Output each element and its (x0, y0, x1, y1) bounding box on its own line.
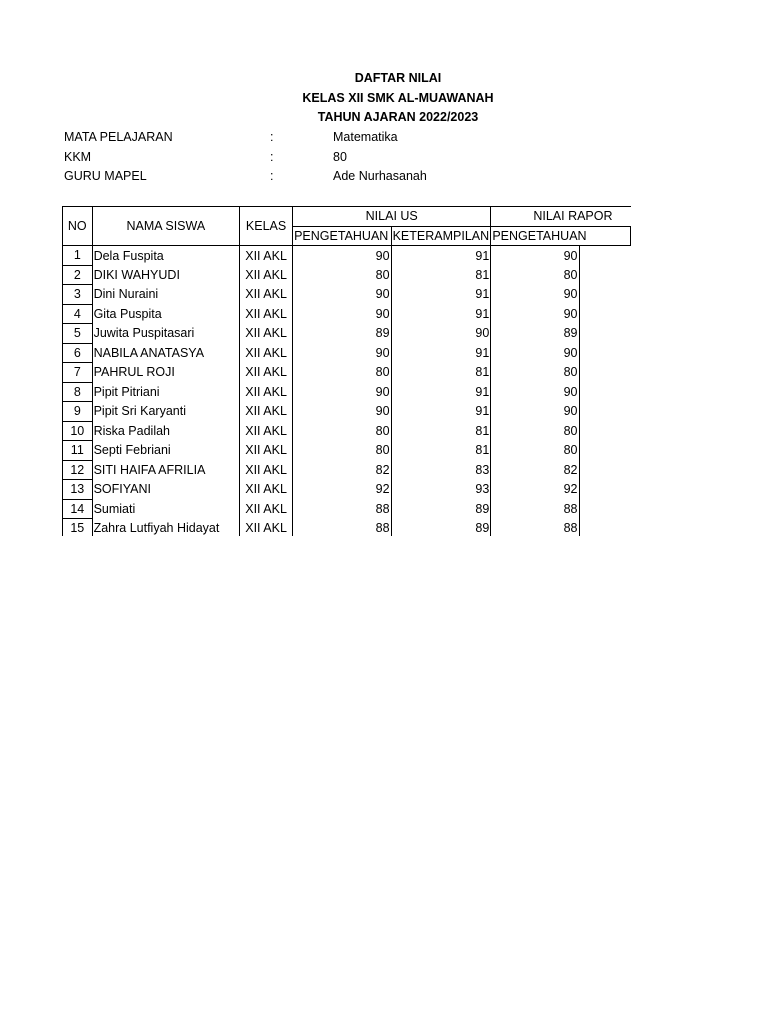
cell-kelas: XII AKL (240, 382, 293, 402)
cell-kelas: XII AKL (240, 499, 293, 519)
meta-value-teacher: Ade Nurhasanah (333, 169, 427, 183)
cell-kelas: XII AKL (240, 519, 293, 537)
cell-no: 11 (63, 441, 93, 461)
cell-rapor-pengetahuan: 90 (491, 382, 579, 402)
cell-us-pengetahuan: 90 (293, 304, 391, 324)
cell-us-keterampilan: 83 (391, 460, 491, 480)
meta-colon-teacher: : (270, 169, 274, 183)
cell-us-pengetahuan: 90 (293, 246, 391, 266)
header-nama: NAMA SISWA (92, 207, 240, 246)
meta-value-kkm: 80 (333, 150, 347, 164)
cell-no: 9 (63, 402, 93, 422)
header-nilai-rapor: NILAI RAPOR (491, 207, 631, 227)
cell-us-pengetahuan: 88 (293, 499, 391, 519)
cell-rapor-pengetahuan: 88 (491, 499, 579, 519)
header-no: NO (63, 207, 93, 246)
cell-nama: Gita Puspita (93, 306, 162, 321)
meta-label-teacher: GURU MAPEL (64, 169, 147, 183)
meta-colon-kkm: : (270, 150, 274, 164)
cell-no: 6 (63, 343, 93, 363)
header-us-pengetahuan: PENGETAHUAN (293, 226, 391, 246)
cell-kelas: XII AKL (240, 421, 293, 441)
cell-rapor-pengetahuan: 90 (491, 402, 579, 422)
table-row (63, 304, 631, 324)
document-title: DAFTAR NILAI (354, 71, 442, 85)
cell-us-keterampilan: 91 (391, 343, 491, 363)
table-row (63, 285, 631, 305)
cell-us-keterampilan: 93 (391, 480, 491, 500)
cell-us-pengetahuan: 90 (293, 382, 391, 402)
header-rapor-pengetahuan: PENGETAHUAN (491, 226, 631, 246)
table-row (63, 499, 631, 519)
cell-us-keterampilan: 81 (391, 421, 491, 441)
cell-rapor-pengetahuan: 90 (491, 304, 579, 324)
cell-kelas: XII AKL (240, 246, 293, 266)
cell-no: 14 (63, 499, 93, 519)
cell-nama: Septi Febriani (93, 443, 171, 458)
header-nilai-us: NILAI US (293, 207, 491, 227)
cell-nama: Pipit Sri Karyanti (93, 404, 186, 419)
cell-rapor-pengetahuan: 82 (491, 460, 579, 480)
table-row (63, 460, 631, 480)
cell-kelas: XII AKL (240, 265, 293, 285)
cell-nama: Pipit Pitriani (93, 384, 160, 399)
cell-rapor-pengetahuan: 90 (491, 343, 579, 363)
grades-table-body (63, 246, 631, 537)
cell-nama: Dini Nuraini (93, 287, 159, 302)
cell-kelas: XII AKL (240, 480, 293, 500)
cell-nama: NABILA ANATASYA (93, 345, 205, 360)
cell-rapor-pengetahuan: 80 (491, 421, 579, 441)
cell-kelas: XII AKL (240, 402, 293, 422)
table-row (63, 343, 631, 363)
meta-label-kkm: KKM (64, 150, 92, 164)
cell-us-keterampilan: 90 (391, 324, 491, 344)
cell-no: 12 (63, 460, 93, 480)
cell-nama: Riska Padilah (93, 423, 171, 438)
cell-rapor-pengetahuan: 90 (491, 285, 579, 305)
cell-nama: Dela Fuspita (93, 248, 164, 263)
cell-us-pengetahuan: 90 (293, 285, 391, 305)
cell-us-pengetahuan: 89 (293, 324, 391, 344)
table-row (63, 265, 631, 285)
cell-us-pengetahuan: 80 (293, 421, 391, 441)
cell-rapor-pengetahuan: 80 (491, 265, 579, 285)
cell-us-keterampilan: 91 (391, 402, 491, 422)
cell-us-keterampilan: 89 (391, 519, 491, 537)
grades-sheet (62, 206, 631, 536)
cell-nama: SOFIYANI (93, 482, 151, 497)
table-row (63, 519, 631, 537)
cell-us-pengetahuan: 80 (293, 441, 391, 461)
cell-us-pengetahuan: 90 (293, 402, 391, 422)
table-row (63, 246, 631, 266)
table-row (63, 402, 631, 422)
cell-us-pengetahuan: 90 (293, 343, 391, 363)
cell-kelas: XII AKL (240, 324, 293, 344)
cell-no: 4 (63, 304, 93, 324)
cell-us-keterampilan: 91 (391, 285, 491, 305)
cell-kelas: XII AKL (240, 285, 293, 305)
document-subtitle: KELAS XII SMK AL-MUAWANAH (302, 91, 494, 105)
grades-table (62, 206, 631, 536)
cell-nama: DIKI WAHYUDI (93, 267, 180, 282)
cell-no: 3 (63, 285, 93, 305)
cell-rapor-pengetahuan: 92 (491, 480, 579, 500)
meta-colon-subject: : (270, 130, 274, 144)
cell-kelas: XII AKL (240, 460, 293, 480)
cell-us-keterampilan: 81 (391, 363, 491, 383)
cell-rapor-pengetahuan: 80 (491, 441, 579, 461)
cell-no: 7 (63, 363, 93, 383)
table-row (63, 480, 631, 500)
cell-us-keterampilan: 81 (391, 441, 491, 461)
cell-us-pengetahuan: 80 (293, 363, 391, 383)
cell-us-keterampilan: 89 (391, 499, 491, 519)
cell-rapor-pengetahuan: 88 (491, 519, 579, 537)
meta-label-subject: MATA PELAJARAN (64, 130, 173, 144)
cell-rapor-pengetahuan: 90 (491, 246, 579, 266)
header-kelas: KELAS (240, 207, 293, 246)
cell-us-pengetahuan: 80 (293, 265, 391, 285)
table-row (63, 324, 631, 344)
cell-nama: Sumiati (93, 501, 136, 516)
cell-no: 1 (63, 246, 93, 266)
cell-no: 13 (63, 480, 93, 500)
cell-nama: SITI HAIFA AFRILIA (93, 462, 206, 477)
meta-value-subject: Matematika (333, 130, 398, 144)
cell-us-keterampilan: 91 (391, 382, 491, 402)
cell-us-pengetahuan: 92 (293, 480, 391, 500)
table-row (63, 363, 631, 383)
cell-no: 8 (63, 382, 93, 402)
cell-kelas: XII AKL (240, 343, 293, 363)
cell-us-keterampilan: 81 (391, 265, 491, 285)
cell-nama: Juwita Puspitasari (93, 326, 195, 341)
cell-no: 10 (63, 421, 93, 441)
cell-kelas: XII AKL (240, 304, 293, 324)
cell-no: 2 (63, 265, 93, 285)
cell-kelas: XII AKL (240, 441, 293, 461)
cell-us-keterampilan: 91 (391, 304, 491, 324)
document-year: TAHUN AJARAN 2022/2023 (317, 110, 479, 124)
cell-no: 5 (63, 324, 93, 344)
cell-nama: PAHRUL ROJI (93, 365, 175, 380)
table-row (63, 421, 631, 441)
cell-no: 15 (63, 519, 93, 537)
table-row (63, 441, 631, 461)
cell-kelas: XII AKL (240, 363, 293, 383)
cell-nama: Zahra Lutfiyah Hidayat (92, 519, 240, 537)
header-us-keterampilan: KETERAMPILAN (391, 226, 491, 246)
cell-us-keterampilan: 91 (391, 246, 491, 266)
table-row (63, 382, 631, 402)
cell-us-pengetahuan: 88 (293, 519, 391, 537)
cell-rapor-pengetahuan: 89 (491, 324, 579, 344)
cell-rapor-pengetahuan: 80 (491, 363, 579, 383)
cell-us-pengetahuan: 82 (293, 460, 391, 480)
